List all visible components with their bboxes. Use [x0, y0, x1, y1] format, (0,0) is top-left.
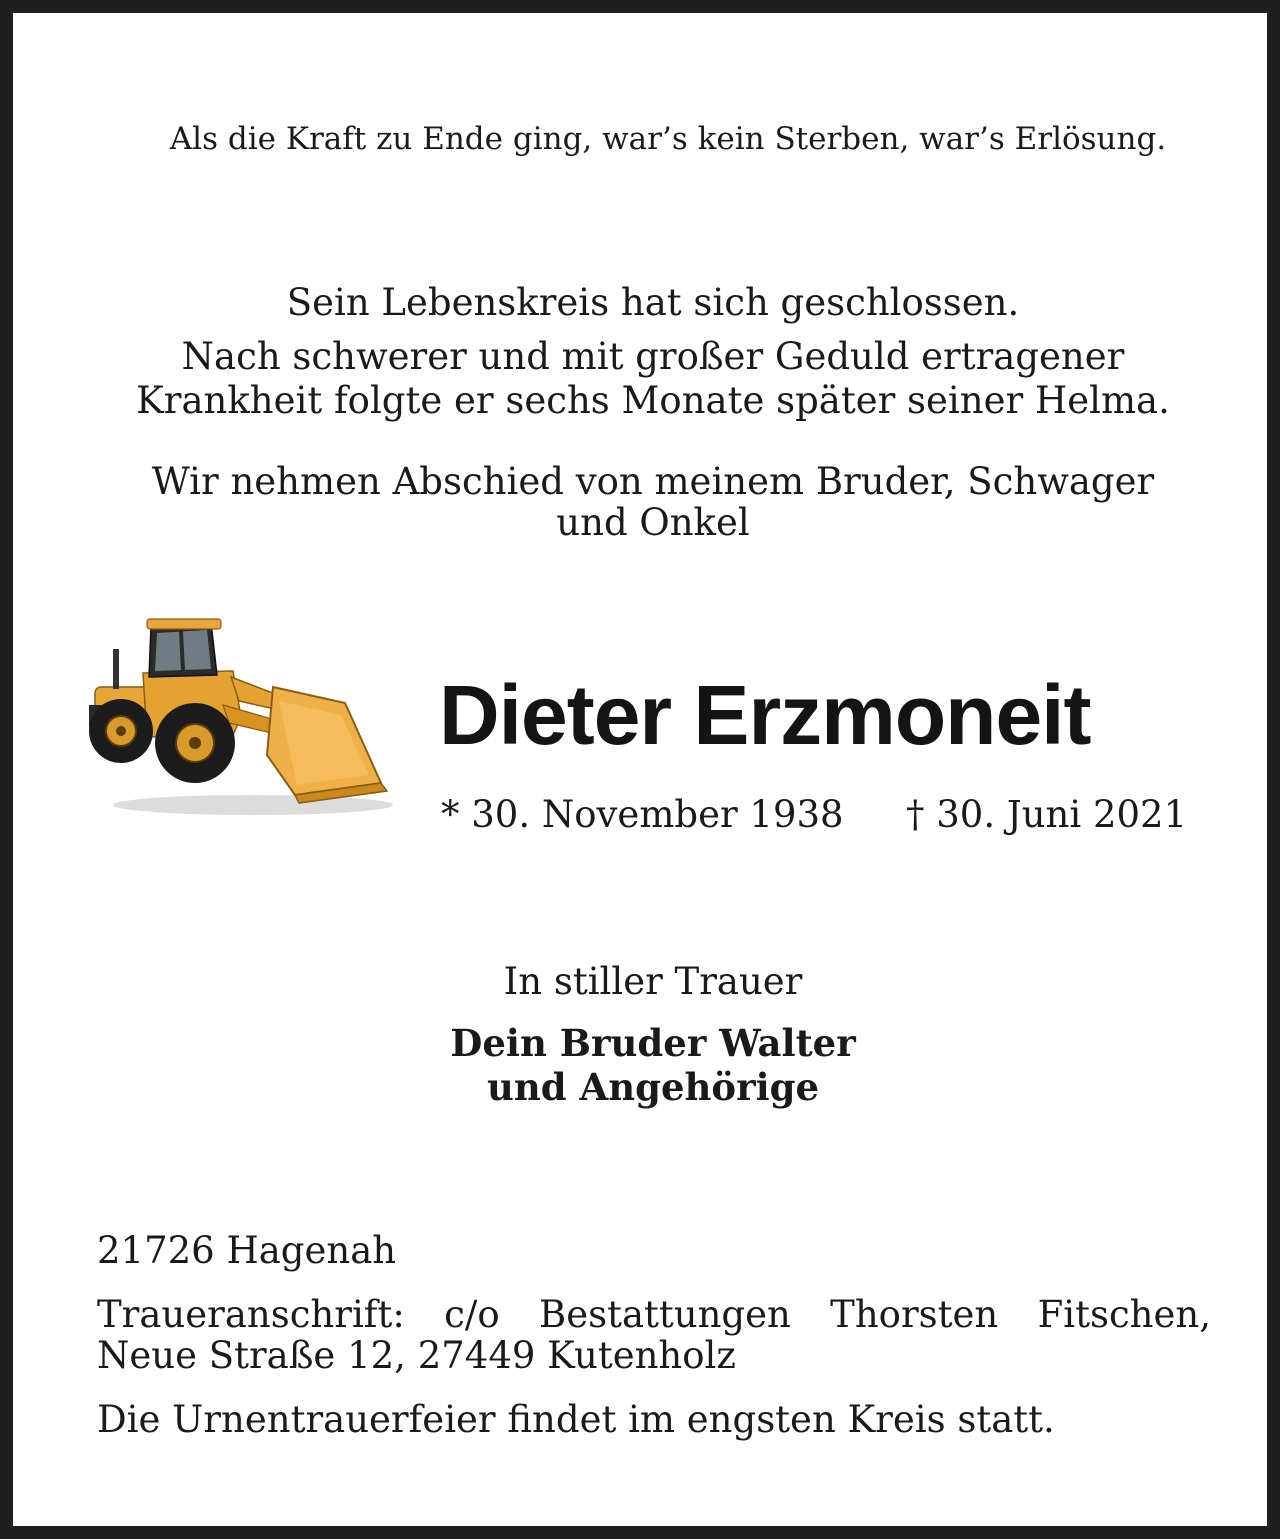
address-line-1: Traueranschrift: c/o Bestattungen Thorsten Fitschen, — [97, 1293, 1211, 1336]
farewell-text — [53, 461, 1253, 543]
intro-line-2: Nach schwerer und mit großer Geduld ertragener — [181, 335, 1125, 378]
birth-date: * 30. November 1938 — [441, 793, 844, 836]
place: 21726 Hagenah — [97, 1229, 397, 1272]
intro-lines — [53, 335, 1253, 423]
farewell-line-2: und Onkel — [556, 501, 750, 544]
mourner-line-2: und Angehörige — [486, 1065, 820, 1109]
mourning-intro: In stiller Trauer — [503, 960, 803, 1003]
farewell-line-1: Wir nehmen Abschied von meinem Bruder, Schwager — [151, 460, 1155, 503]
motto-quote: Als die Kraft zu Ende ging, war’s kein Sterben, war’s Erlösung. — [169, 121, 1167, 157]
address-line-2: Neue Straße 12, 27449 Kutenholz — [97, 1334, 736, 1377]
death-date: † 30. Juni 2021 — [906, 793, 1188, 836]
intro-line-3: Krankheit folgte er sechs Monate später seiner Helma. — [136, 379, 1170, 422]
deceased-name: Dieter Erzmoneit — [439, 668, 1091, 762]
ceremony-note: Die Urnentrauerfeier findet im engsten Kreis statt. — [97, 1398, 1055, 1441]
intro-line-1: Sein Lebenskreis hat sich geschlossen. — [286, 281, 1020, 324]
mourner-line-1: Dein Bruder Walter — [450, 1021, 856, 1065]
mourning-address — [97, 1294, 1211, 1376]
wheel-loader-icon — [83, 605, 395, 823]
